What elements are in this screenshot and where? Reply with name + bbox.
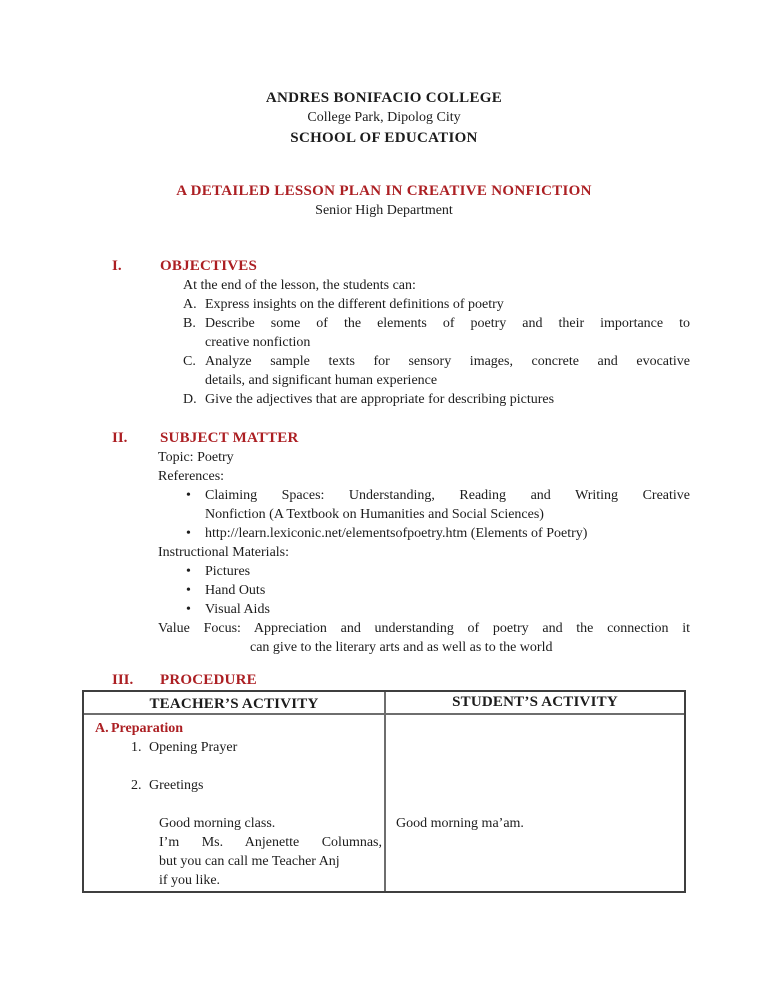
school-name: ANDRES BONIFACIO COLLEGE: [265, 90, 503, 106]
procedure-heading: [112, 671, 690, 690]
step-number: 1.: [131, 740, 142, 755]
section-title: OBJECTIVES: [160, 258, 258, 274]
student-activity-header: STUDENT’S ACTIVITY: [452, 694, 618, 710]
section-numeral: III.: [112, 672, 134, 688]
subject-matter-heading: [112, 429, 690, 448]
reference-url-text: http://learn.lexiconic.net/elementsofpoetry.htm (Elements of Poetry): [205, 526, 588, 541]
objectives-heading: [112, 257, 690, 276]
material-text: Hand Outs: [205, 583, 266, 598]
section-numeral: II.: [112, 430, 128, 446]
school-address: College Park, Dipolog City: [307, 110, 461, 125]
bullet-icon: •: [186, 602, 191, 617]
student-response: Good morning ma’am.: [396, 816, 524, 831]
speech-line: I’m Ms. Anjenette Columnas,: [159, 835, 382, 850]
procedure-step: [131, 738, 384, 757]
preparation-letter: A.: [95, 721, 109, 736]
bullet-icon: •: [186, 583, 191, 598]
reference-item: [183, 524, 690, 543]
table-header-row: [84, 692, 684, 715]
reference-item: [183, 486, 690, 524]
bullet-icon: •: [186, 526, 191, 541]
material-item: [183, 600, 690, 619]
teacher-activity-cell: [84, 715, 386, 891]
step-text: Greetings: [149, 778, 204, 793]
objective-item: [183, 314, 690, 352]
materials-label: Instructional Materials:: [158, 545, 290, 560]
objective-text: creative nonfiction: [205, 335, 311, 350]
procedure-table: [82, 690, 686, 893]
objective-item: [183, 352, 690, 390]
material-text: Pictures: [205, 564, 251, 579]
objective-letter: B.: [183, 316, 196, 331]
lesson-subtitle: Senior High Department: [315, 203, 453, 218]
spacer-line: [84, 757, 384, 776]
topic-line: Topic: Poetry: [158, 450, 234, 465]
objective-item: [183, 390, 690, 409]
school-header: [0, 88, 768, 148]
bullet-icon: •: [186, 488, 191, 503]
value-focus-line: Value Focus: Appreciation and understanding of poetry and the connection it: [158, 621, 690, 636]
section-title: PROCEDURE: [160, 672, 257, 688]
step-number: 2.: [131, 778, 142, 793]
step-text: Opening Prayer: [149, 740, 238, 755]
section-numeral: I.: [112, 258, 122, 274]
objectives-section: [112, 257, 690, 409]
material-item: [183, 581, 690, 600]
objectives-intro: At the end of the lesson, the students can:: [183, 278, 416, 293]
speech-line: if you like.: [159, 873, 221, 888]
lesson-title: A DETAILED LESSON PLAN IN CREATIVE NONFICTION: [176, 183, 592, 199]
bullet-icon: •: [186, 564, 191, 579]
procedure-step: [131, 776, 384, 795]
objective-item: [183, 295, 690, 314]
teacher-activity-header: TEACHER’S ACTIVITY: [84, 692, 386, 713]
objective-text: Express insights on the different definitions of poetry: [205, 297, 504, 312]
lesson-title-block: [0, 181, 768, 221]
student-activity-cell: [386, 715, 684, 891]
value-focus-line: can give to the literary arts and as well as to the world: [250, 640, 553, 655]
objective-letter: D.: [183, 392, 197, 407]
references-label: References:: [158, 469, 225, 484]
preparation-heading: [95, 719, 384, 738]
speech-line: Good morning class.: [159, 816, 276, 831]
reference-text: Claiming Spaces: Understanding, Reading and Writing Creative: [205, 488, 690, 503]
section-title: SUBJECT MATTER: [160, 430, 299, 446]
objective-text: Describe some of the elements of poetry and their importance to: [205, 316, 690, 331]
material-item: [183, 562, 690, 581]
objective-text: details, and significant human experience: [205, 373, 438, 388]
teacher-speech: [159, 814, 382, 890]
objective-text: Analyze sample texts for sensory images, concrete and evocative: [205, 354, 690, 369]
objective-letter: A.: [183, 297, 197, 312]
subject-matter-section: [112, 429, 690, 657]
material-text: Visual Aids: [205, 602, 270, 617]
procedure-section-heading: [112, 671, 690, 690]
preparation-title: Preparation: [111, 721, 184, 736]
table-body-row: [84, 715, 684, 891]
speech-line: but you can call me Teacher Anj: [159, 854, 340, 869]
objective-text: Give the adjectives that are appropriate for describing pictures: [205, 392, 555, 407]
objective-letter: C.: [183, 354, 196, 369]
reference-text: Nonfiction (A Textbook on Humanities and Social Sciences): [205, 507, 544, 522]
spacer-line: [84, 795, 384, 814]
school-department: SCHOOL OF EDUCATION: [290, 130, 478, 146]
